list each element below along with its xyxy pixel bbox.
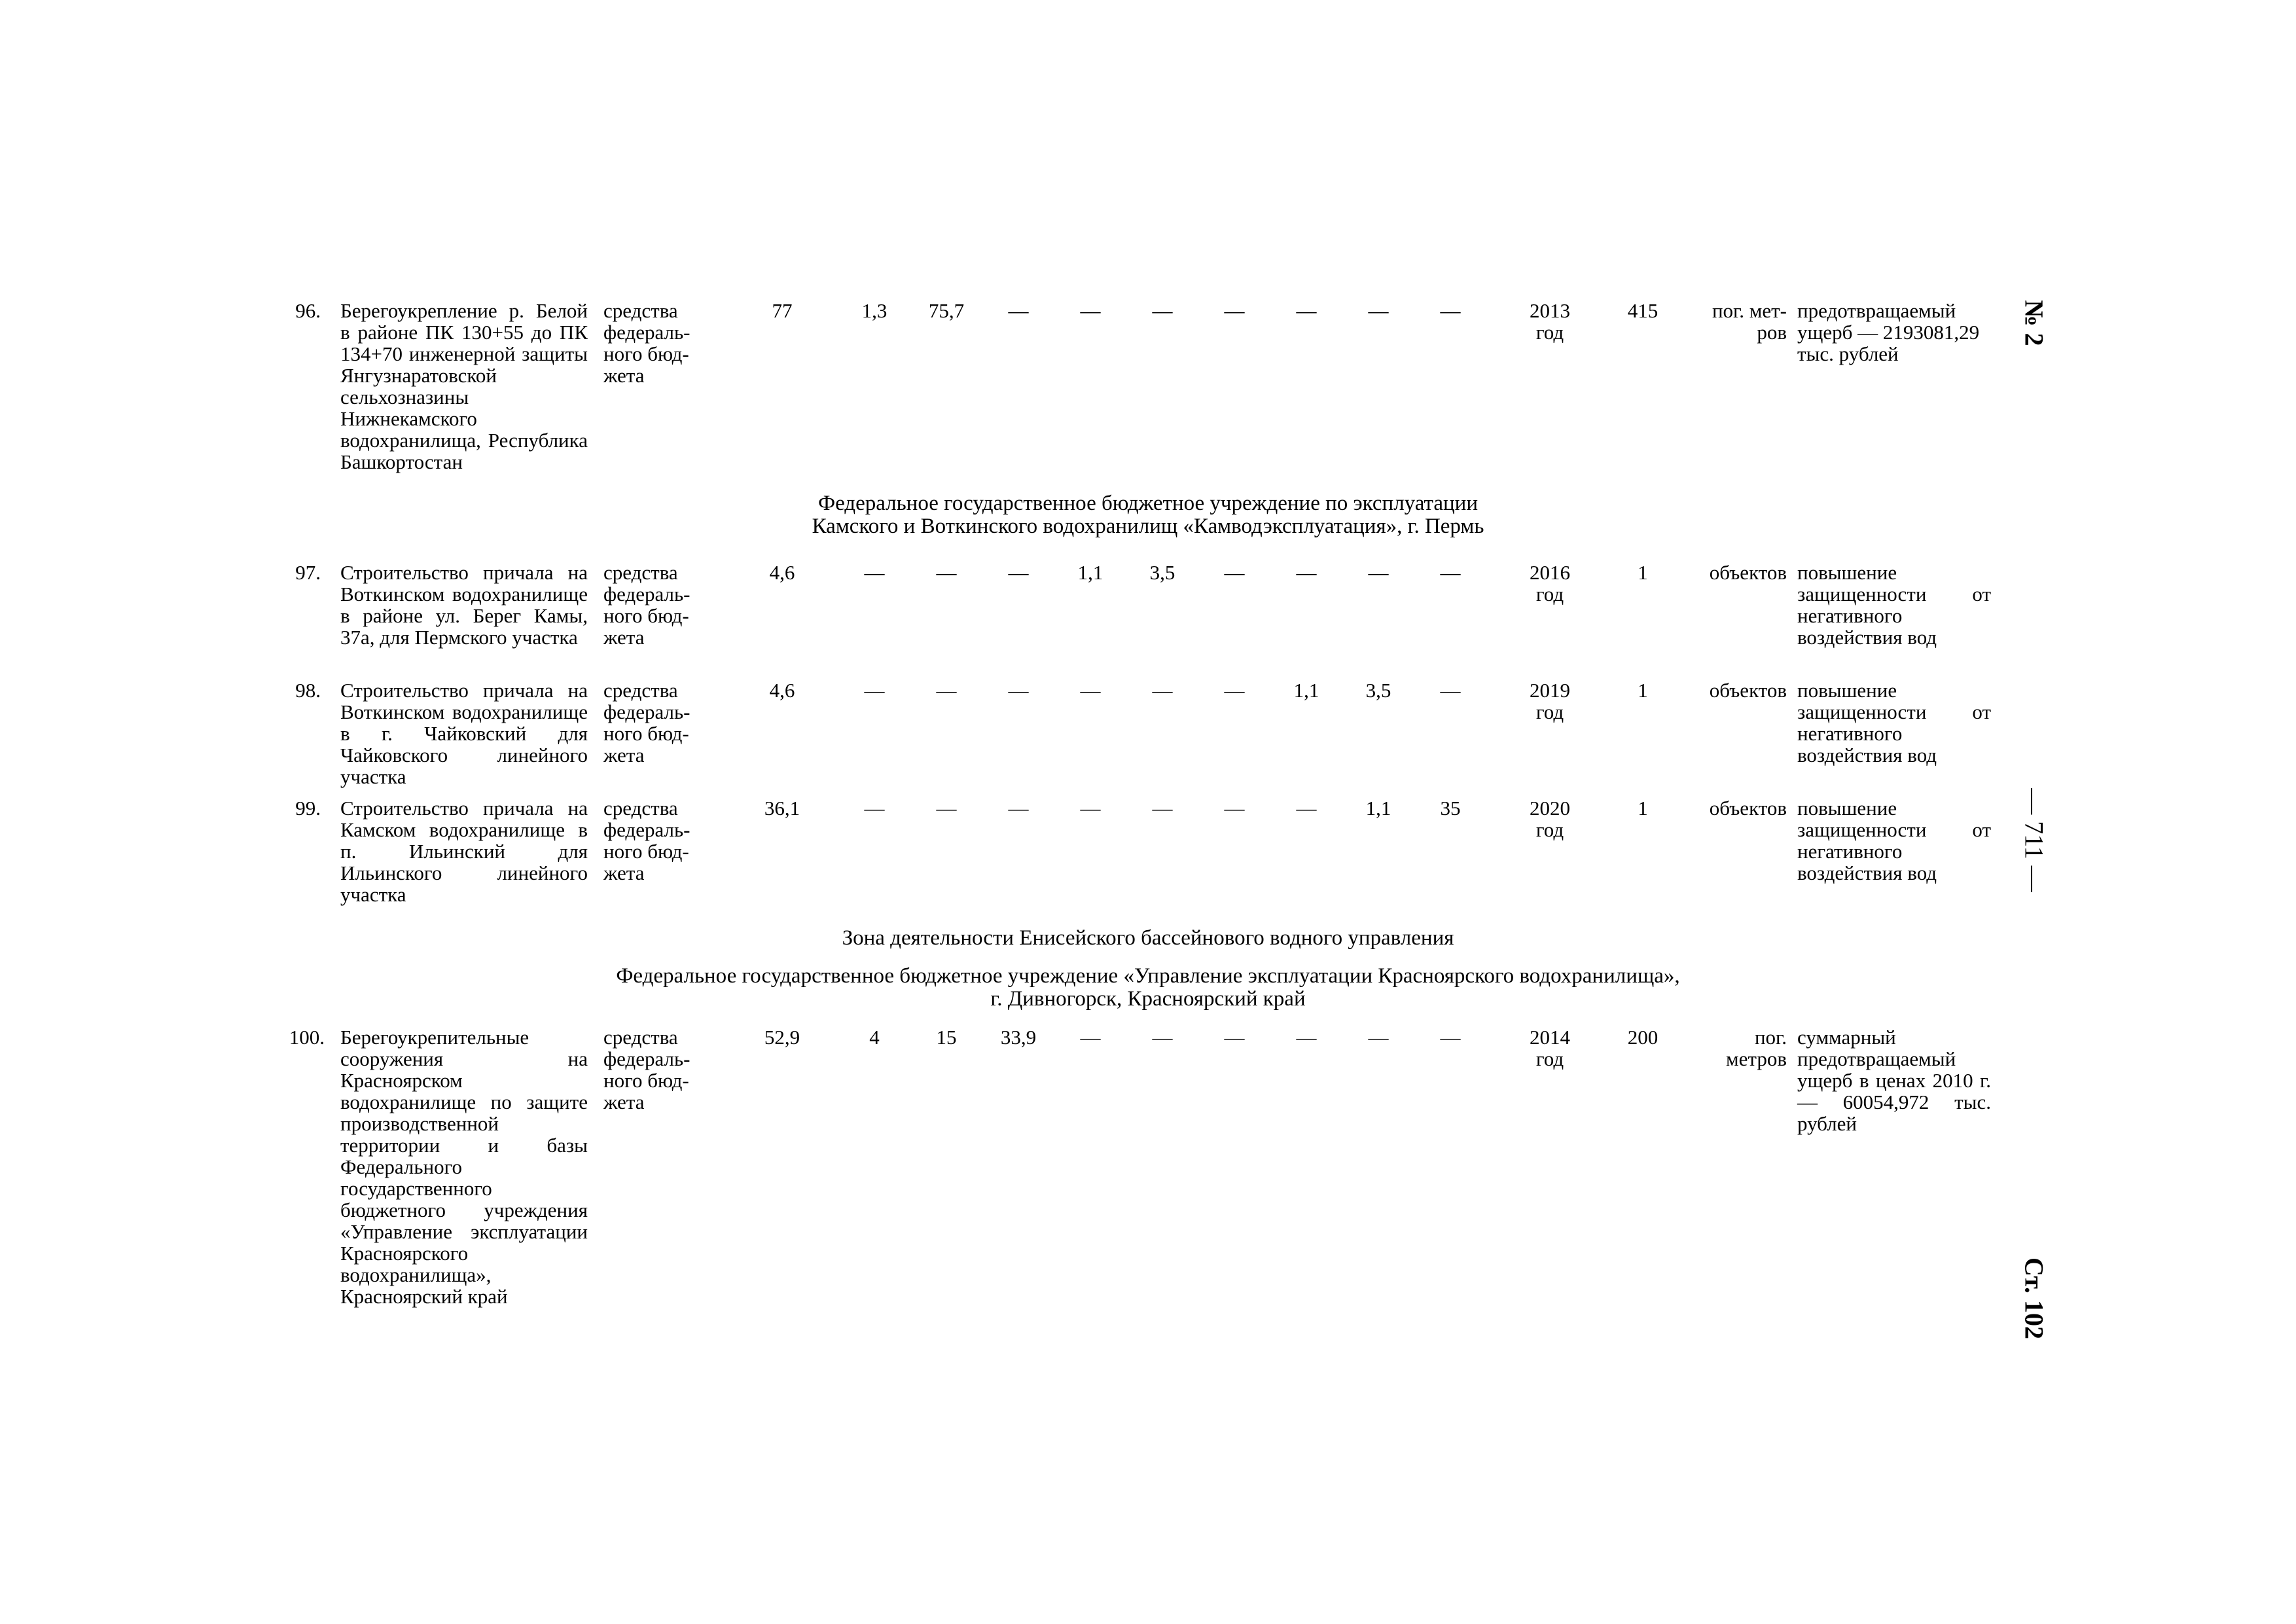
row-number: 99. (295, 797, 321, 820)
row-year: 2014 год (1530, 1026, 1570, 1070)
row-value: — (1296, 561, 1317, 584)
row-value: — (1152, 1026, 1173, 1049)
row-quantity: 1 (1638, 679, 1648, 702)
row-value: — (1152, 679, 1173, 702)
row-value: — (1152, 797, 1173, 820)
row-value: — (936, 561, 957, 584)
row-value: — (864, 561, 885, 584)
row-value: — (1296, 299, 1317, 322)
row-total: 77 (772, 299, 793, 322)
row-source: средства федераль- ного бюд- жета (603, 679, 691, 767)
row-value: — (1224, 1026, 1245, 1049)
row-value: — (1080, 1026, 1101, 1049)
row-value: — (1440, 561, 1461, 584)
section-heading-kama: Федеральное государственное бюджетное учреждение по эксплуатации Камского и Воткинского водохранилищ «Камводэксплуатация», г. Пермь (812, 492, 1484, 538)
article-number: Ст. 102 (2019, 1257, 2049, 1339)
row-value: — (1368, 561, 1389, 584)
row-value: 1,1 (1365, 797, 1391, 820)
row-total: 4,6 (769, 561, 795, 584)
row-year: 2016 год (1530, 561, 1570, 605)
row-unit: пог. метров (1726, 1026, 1787, 1070)
row-name: Берегоукрепление р. Белой в районе ПК 130+55 до ПК 134+70 инженерной защиты Янгузнаратовской сельхозназины Нижнекамского водохранилища, Республика Башкортостан (340, 299, 588, 473)
row-value: — (936, 679, 957, 702)
row-unit: объектов (1709, 679, 1787, 702)
row-value: — (1224, 797, 1245, 820)
row-effect: повышение защищенности от негативного воздействия вод (1797, 679, 1991, 767)
section-heading-yenisei-zone: Зона деятельности Енисейского бассейнового водного управления (842, 926, 1454, 950)
row-unit: пог. мет- ров (1712, 299, 1787, 344)
row-value: — (1224, 679, 1245, 702)
row-effect: предотвращаемый ущерб — 2193081,29 тыс. рублей (1797, 299, 1980, 365)
row-value: — (1296, 797, 1317, 820)
row-number: 100. (289, 1026, 325, 1049)
row-value: 4 (869, 1026, 880, 1049)
row-quantity: 1 (1638, 561, 1648, 584)
row-value: 3,5 (1365, 679, 1391, 702)
row-value: — (1440, 299, 1461, 322)
row-value: 15 (936, 1026, 957, 1049)
row-value: 1,1 (1077, 561, 1103, 584)
row-quantity: 1 (1638, 797, 1648, 820)
row-value: 1,3 (861, 299, 888, 322)
row-source: средства федераль- ного бюд- жета (603, 797, 691, 884)
page-number: — 711 — (2019, 788, 2049, 892)
row-value: 35 (1440, 797, 1461, 820)
row-value: — (1008, 299, 1029, 322)
row-value: — (1008, 797, 1029, 820)
row-total: 4,6 (769, 679, 795, 702)
row-unit: объектов (1709, 797, 1787, 820)
row-value: — (1080, 797, 1101, 820)
row-value: — (1296, 1026, 1317, 1049)
row-number: 97. (295, 561, 321, 584)
row-value: 3,5 (1149, 561, 1175, 584)
row-value: — (1368, 299, 1389, 322)
row-number: 96. (295, 299, 321, 322)
row-number: 98. (295, 679, 321, 702)
row-value: — (936, 797, 957, 820)
row-value: — (1224, 561, 1245, 584)
row-value: 75,7 (928, 299, 965, 322)
row-value: — (1152, 299, 1173, 322)
row-year: 2013 год (1530, 299, 1570, 344)
row-value: — (1368, 1026, 1389, 1049)
row-effect: суммарный предотвращаемый ущерб в ценах 2010 г. — 60054,972 тыс. рублей (1797, 1026, 1991, 1135)
row-effect: повышение защищенности от негативного воздействия вод (1797, 561, 1991, 649)
row-name: Строительство причала на Камском водохранилище в п. Ильинский для Ильинского линейного участка (340, 797, 588, 906)
row-name: Берегоукрепительные сооружения на Красноярском водохранилище по защите производственной территории и базы Федерального государственного бюджетного учреждения «Управление эксплуатации Красноярского водохранилища», Красноярский край (340, 1026, 588, 1308)
row-name: Строительство причала на Воткинском водохранилище в районе ул. Берег Камы, 37а, для Пермского участка (340, 561, 588, 649)
row-value: 1,1 (1293, 679, 1319, 702)
row-quantity: 200 (1627, 1026, 1659, 1049)
row-value: — (1008, 561, 1029, 584)
row-effect: повышение защищенности от негативного воздействия вод (1797, 797, 1991, 884)
row-value: — (1224, 299, 1245, 322)
row-name: Строительство причала на Воткинском водохранилище в г. Чайковский для Чайковского линейного участка (340, 679, 588, 788)
row-source: средства федераль- ного бюд- жета (603, 299, 691, 387)
row-quantity: 415 (1627, 299, 1659, 322)
row-value: — (864, 679, 885, 702)
issue-number: № 2 (2019, 300, 2049, 346)
row-year: 2020 год (1530, 797, 1570, 841)
row-value: — (1008, 679, 1029, 702)
row-source: средства федераль- ного бюд- жета (603, 1026, 691, 1113)
row-value: — (1440, 1026, 1461, 1049)
row-total: 52,9 (764, 1026, 800, 1049)
row-value: — (1440, 679, 1461, 702)
section-heading-krasnoyarsk: Федеральное государственное бюджетное учреждение «Управление эксплуатации Красноярского водохранилища», г. Дивногорск, Красноярский край (616, 964, 1680, 1011)
row-source: средства федераль- ного бюд- жета (603, 561, 691, 649)
row-value: 33,9 (1000, 1026, 1037, 1049)
row-year: 2019 год (1530, 679, 1570, 723)
row-total: 36,1 (764, 797, 800, 820)
row-unit: объектов (1709, 561, 1787, 584)
row-value: — (1080, 299, 1101, 322)
row-value: — (1080, 679, 1101, 702)
row-value: — (864, 797, 885, 820)
